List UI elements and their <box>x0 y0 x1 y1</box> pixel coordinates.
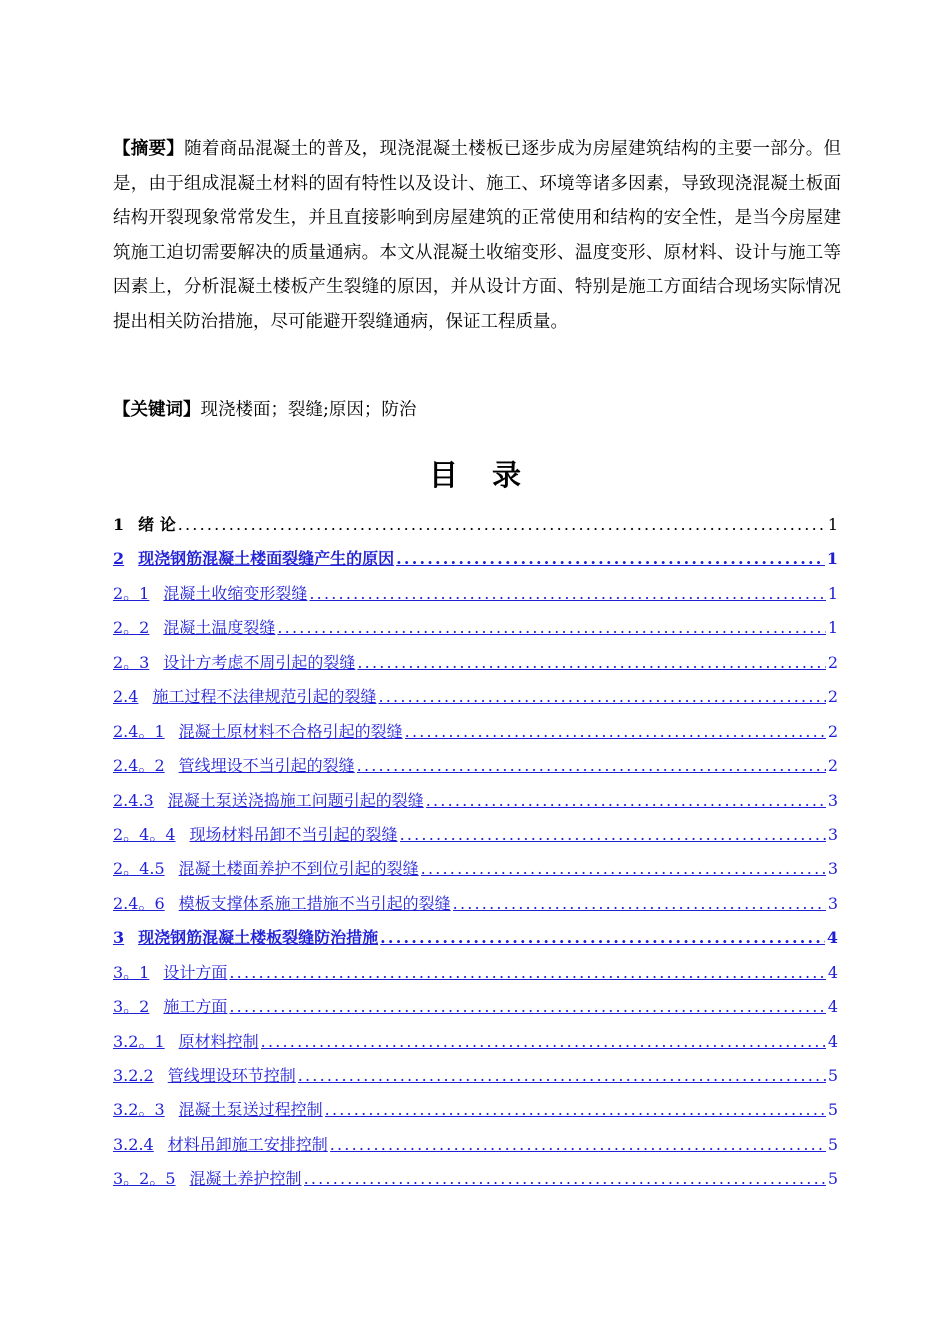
keywords-label: 【关键词】 <box>113 400 201 420</box>
toc-entry-number: 3.2。1 <box>113 1031 165 1051</box>
toc-entry[interactable] <box>113 956 838 990</box>
toc-entry-title: 混凝土泵送浇捣施工问题引起的裂缝 <box>167 790 424 810</box>
toc-entry[interactable] <box>113 749 838 783</box>
toc-entry-page: 3 <box>827 824 838 844</box>
toc-entry-page: 1 <box>827 515 838 534</box>
toc-entry-page: 3 <box>827 859 838 879</box>
toc-entry[interactable] <box>113 852 838 886</box>
abstract-label: 【摘要】 <box>113 139 185 159</box>
toc-entry-number: 2.4。2 <box>113 756 165 776</box>
toc-entry-title: 混凝土原材料不合格引起的裂缝 <box>178 721 403 741</box>
toc-entry-number: 2。4.5 <box>113 859 165 879</box>
toc-dot-leader <box>421 852 826 886</box>
toc-entry[interactable] <box>113 1128 838 1162</box>
toc-entry-page: 2 <box>827 687 838 707</box>
toc-entry-page: 4 <box>826 928 838 948</box>
toc-dot-leader <box>298 1059 826 1093</box>
toc-entry-title: 混凝土收缩变形裂缝 <box>163 583 308 603</box>
toc-entry-number: 2.4。6 <box>113 893 165 913</box>
toc-entry-page: 5 <box>827 1134 838 1154</box>
toc-entry-page: 3 <box>827 893 838 913</box>
toc-entry-number: 3.2.2 <box>113 1066 154 1085</box>
toc-entry-page: 1 <box>826 549 838 569</box>
toc-entry-title: 混凝土养护控制 <box>189 1169 302 1189</box>
toc-entry-title: 现浇钢筋混凝土楼面裂缝产生的原因 <box>138 549 395 569</box>
toc-dot-leader <box>304 1162 826 1196</box>
toc-entry-page: 2 <box>827 721 838 741</box>
toc-dot-leader <box>453 887 826 921</box>
toc-entry-page: 1 <box>827 583 838 603</box>
toc-entry-title: 施工过程不法律规范引起的裂缝 <box>152 687 377 707</box>
toc-entry[interactable] <box>113 1162 838 1196</box>
toc-entry-number: 3。2。5 <box>113 1169 176 1189</box>
toc-entry[interactable] <box>113 611 838 645</box>
toc-entry-page: 4 <box>827 997 838 1017</box>
toc-entry-title: 管线埋设环节控制 <box>167 1066 296 1085</box>
toc-entry-number: 2.4。1 <box>113 721 165 741</box>
toc-entry-page: 2 <box>827 756 838 776</box>
toc-entry[interactable] <box>113 818 838 852</box>
toc-entry-title: 设计方面 <box>163 962 228 982</box>
toc-entry[interactable] <box>113 542 838 576</box>
toc-dot-leader <box>309 577 825 611</box>
toc-entry[interactable] <box>113 784 838 818</box>
toc-dot-leader <box>405 715 826 749</box>
toc-entry[interactable] <box>113 680 838 714</box>
toc-entry-number: 2。2 <box>113 618 150 638</box>
toc-entry-title: 设计方考虑不周引起的裂缝 <box>163 652 356 672</box>
toc-dot-leader <box>396 542 825 576</box>
toc-dot-leader <box>325 1093 826 1127</box>
toc-entry-title: 绪 论 <box>138 515 176 534</box>
toc-dot-leader <box>426 784 826 818</box>
toc-dot-leader <box>330 1128 826 1162</box>
toc-entry-title: 混凝土楼面养护不到位引起的裂缝 <box>178 859 419 879</box>
toc-entry[interactable] <box>113 1059 838 1093</box>
toc-entry-number: 3 <box>113 928 125 948</box>
keywords-text: 现浇楼面；裂缝;原因；防治 <box>200 400 417 420</box>
toc-dot-leader <box>229 956 825 990</box>
toc-dot-leader <box>357 646 825 680</box>
toc-entry-title: 现浇钢筋混凝土楼板裂缝防治措施 <box>138 928 379 948</box>
toc-entry-page: 2 <box>827 652 838 672</box>
toc-entry-title: 现场材料吊卸不当引起的裂缝 <box>189 824 398 844</box>
toc-entry[interactable] <box>113 577 838 611</box>
toc-title: 目录 <box>428 458 555 492</box>
toc-entry-title: 管线埋设不当引起的裂缝 <box>178 756 355 776</box>
toc-entry <box>113 508 838 542</box>
table-of-contents <box>113 508 838 1197</box>
keywords-line <box>113 393 841 427</box>
toc-entry-title: 模板支撑体系施工措施不当引起的裂缝 <box>178 893 451 913</box>
toc-entry-title: 混凝土温度裂缝 <box>163 618 276 638</box>
toc-entry-number: 3.2。3 <box>113 1100 165 1120</box>
toc-entry-number: 3.2.4 <box>113 1134 154 1154</box>
toc-entry-number: 3。1 <box>113 962 150 982</box>
toc-entry-number: 2。4。4 <box>113 824 176 844</box>
toc-entry[interactable] <box>113 990 838 1024</box>
toc-dot-leader <box>380 921 825 955</box>
toc-entry-number: 2。3 <box>113 652 150 672</box>
abstract-paragraph <box>113 132 841 340</box>
toc-entry-number: 1 <box>113 515 125 534</box>
toc-entry-page: 5 <box>827 1066 838 1085</box>
toc-dot-leader <box>277 611 825 645</box>
toc-entry[interactable] <box>113 646 838 680</box>
toc-entry[interactable] <box>113 887 838 921</box>
toc-entry[interactable] <box>113 1093 838 1127</box>
toc-entry[interactable] <box>113 1025 838 1059</box>
toc-dot-leader <box>178 508 826 542</box>
toc-dot-leader <box>357 749 826 783</box>
toc-dot-leader <box>229 990 825 1024</box>
toc-entry-title: 施工方面 <box>163 997 228 1017</box>
toc-entry-number: 2 <box>113 549 125 569</box>
toc-entry[interactable] <box>113 921 838 955</box>
toc-dot-leader <box>400 818 826 852</box>
toc-entry-number: 2。1 <box>113 583 150 603</box>
toc-entry-number: 2.4 <box>113 687 139 707</box>
toc-entry-title: 混凝土泵送过程控制 <box>178 1100 323 1120</box>
toc-entry-title: 原材料控制 <box>178 1031 259 1051</box>
toc-entry[interactable] <box>113 715 838 749</box>
toc-entry-number: 2.4.3 <box>113 790 154 810</box>
toc-entry-page: 3 <box>827 790 838 810</box>
abstract-text: 随着商品混凝土的普及，现浇混凝土楼板已逐步成为房屋建筑结构的主要一部分。但是，由于组成混凝土材料的固有特性以及设计、施工、环境等诸多因素，导致现浇混凝土板面结构开裂现象常常发生，并且直接影响到房屋建筑的正常使用和结构的安全性，是当今房屋建筑施工迫切需要解决的质量通病。本文从混凝土收缩变形、温度变形、原材料、设计与施工等因素上，分析混凝土楼板产生裂缝的原因，并从设计方面、特别是施工方面结合现场实际情况提出相关防治措施，尽可能避开裂缝通病，保证工程质量。 <box>113 139 842 332</box>
toc-entry-page: 1 <box>827 618 838 638</box>
toc-entry-number: 3。2 <box>113 997 150 1017</box>
toc-entry-page: 4 <box>827 1031 838 1051</box>
toc-dot-leader <box>378 680 825 714</box>
toc-entry-title: 材料吊卸施工安排控制 <box>167 1134 328 1154</box>
toc-dot-leader <box>261 1025 826 1059</box>
toc-entry-page: 5 <box>827 1100 838 1120</box>
toc-entry-page: 5 <box>827 1169 838 1189</box>
toc-entry-page: 4 <box>827 962 838 982</box>
